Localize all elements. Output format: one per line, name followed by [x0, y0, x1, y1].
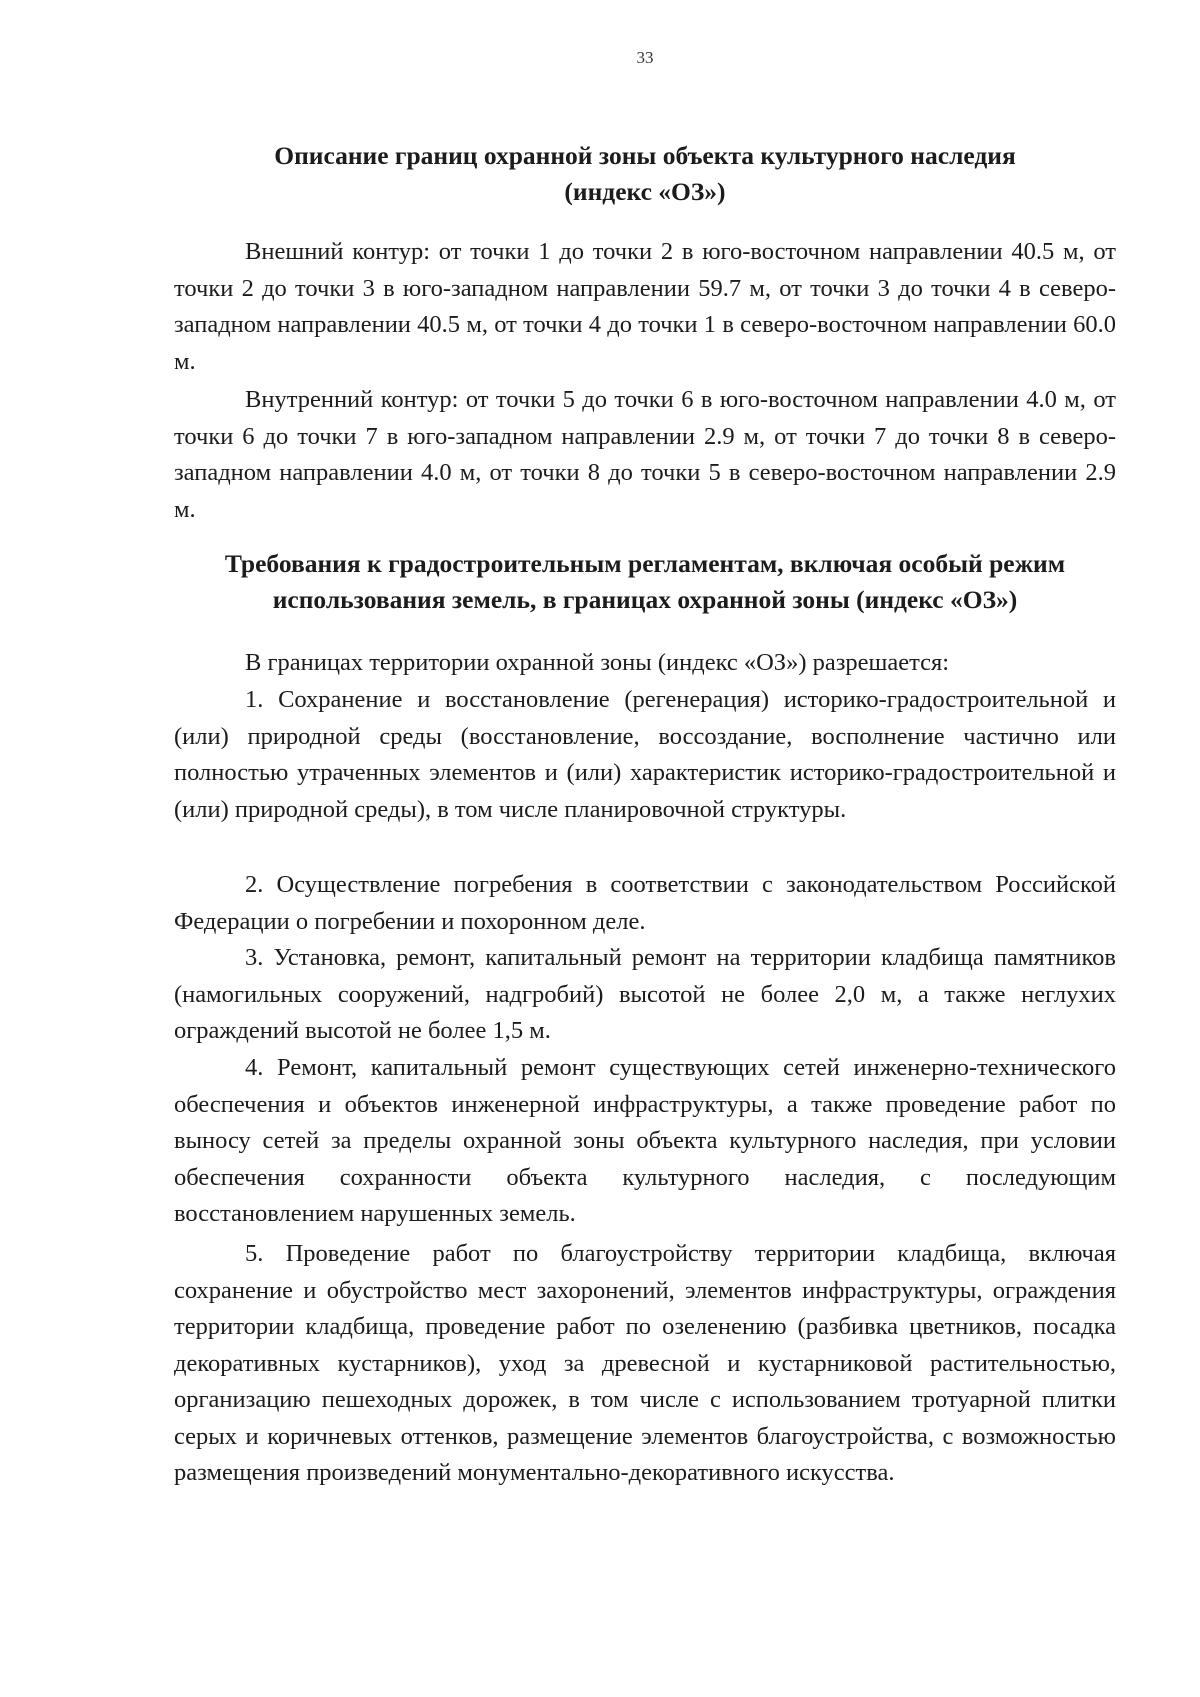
section-heading-boundaries — [174, 138, 1116, 210]
heading-line: Требования к градостроительным регламентам, включая особый режим — [224, 549, 1066, 578]
list-item-2: 2. Осуществление погребения в соответствии с законодательством Российской Федерации о погребении и похоронном деле. — [174, 871, 1116, 935]
heading-line: (индекс «ОЗ») — [564, 177, 726, 206]
paragraph-intro: В границах территории охранной зоны (индекс «ОЗ») разрешается: — [245, 649, 950, 676]
section-heading-requirements — [174, 546, 1116, 618]
heading-line: использования земель, в границах охранной зоны (индекс «ОЗ») — [272, 585, 1018, 614]
list-item-5: 5. Проведение работ по благоустройству территории кладбища, включая сохранение и обустройство мест захоронений, элементов инфраструктуры, ограждения территории кладбища, проведение работ по озеленению (разбивка цветников, посадка декоративных кустарников), уход за древесной и кустарниковой растительностью, организацию пешеходных дорожек, в том числе с использованием тротуарной плитки серых и коричневых оттенков, размещение элементов благоустройства, с возможностью размещения произведений монументально-декоративного искусства. — [174, 1240, 1116, 1486]
paragraph-outer-contour: Внешний контур: от точки 1 до точки 2 в юго-восточном направлении 40.5 м, от точки 2 до точки 3 в юго-западном направлении 59.7 м, от точки 3 до точки 4 в северо-западном направлении 40.5 м, от точки 4 до точки 1 в северо-восточном направлении 60.0 м. — [174, 238, 1116, 375]
list-item-4: 4. Ремонт, капитальный ремонт существующих сетей инженерно-технического обеспечения и объектов инженерной инфраструктуры, а также проведение работ по выносу сетей за пределы охранной зоны объекта культурного наследия, при условии обеспечения сохранности объекта культурного наследия, с последующим восстановлением нарушенных земель. — [174, 1054, 1116, 1227]
paragraph-inner-contour: Внутренний контур: от точки 5 до точки 6 в юго-восточном направлении 4.0 м, от точки 6 до точки 7 в юго-западном направлении 2.9 м, от точки 7 до точки 8 в северо-западном направлении 4.0 м, от точки 8 до точки 5 в северо-восточном направлении 2.9 м. — [174, 386, 1116, 523]
heading-line: Описание границ охранной зоны объекта культурного наследия — [274, 141, 1016, 170]
page-number: 33 — [636, 48, 654, 67]
list-item-1: 1. Сохранение и восстановление (регенерация) историко-градостроительной и (или) природной среды (восстановление, воссоздание, восполнение частично или полностью утраченных элементов и (или) характеристик историко-градостроительной и (или) природной среды), в том числе планировочной структуры. — [174, 686, 1116, 823]
list-item-3: 3. Установка, ремонт, капитальный ремонт на территории кладбища памятников (намогильных сооружений, надгробий) высотой не более 2,0 м, а также неглухих ограждений высотой не более 1,5 м. — [174, 944, 1116, 1044]
